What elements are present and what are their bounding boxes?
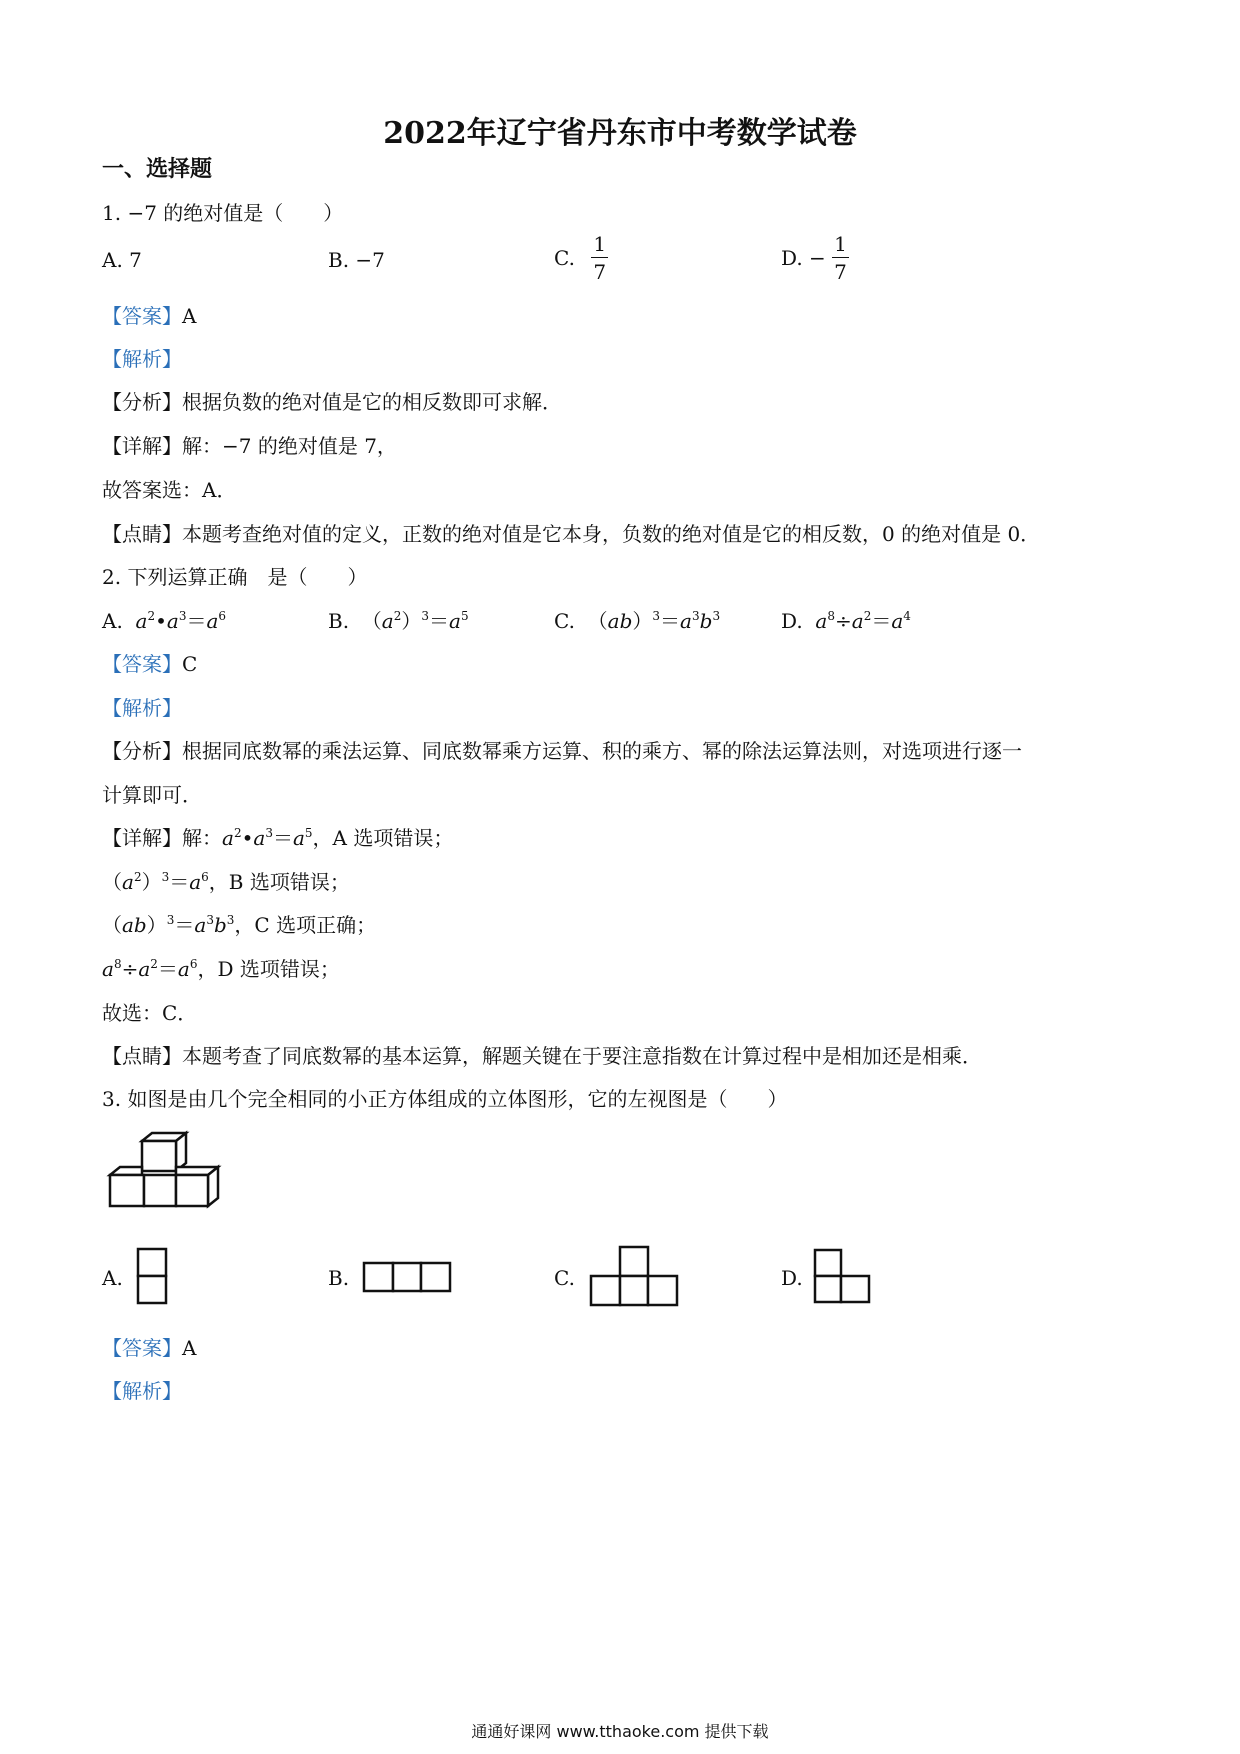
q2-analysis-tag: 【解析】 <box>102 696 182 720</box>
q2-fenxi-line2: 计算即可． <box>102 783 202 807</box>
line-tail: ，D 选项错误； <box>197 957 340 981</box>
fraction-numerator: 1 <box>834 232 847 256</box>
q1-option-d <box>781 234 849 282</box>
fraction-denominator: 7 <box>593 260 607 284</box>
xiangjie-prefix: 【详解】解： <box>102 826 222 850</box>
q1-answer <box>102 300 196 329</box>
q2-xiangjie-c: $(ab)^3=a^3b^3$，C 选项正确； <box>102 913 377 937</box>
q1-dianjing: 【点睛】本题考查绝对值的定义，正数的绝对值是它本身，负数的绝对值是它的相反数，0 的绝对值是 0． <box>102 522 1041 546</box>
q1-option-d-label: D. − <box>781 246 826 270</box>
answer-value: C <box>182 652 198 676</box>
section-heading: 一、选择题 <box>102 156 213 182</box>
q1-analysis-tag: 【解析】 <box>102 347 182 371</box>
q3-option-a-label: A. <box>102 1266 123 1290</box>
q2-answer <box>102 648 197 677</box>
q2-option-b: B. $(a^2)^3=a^5$ <box>328 609 469 633</box>
q1-option-a: A. 7 <box>102 248 142 272</box>
q3-option-d-figure <box>813 1248 871 1304</box>
q3-option-a-figure <box>136 1247 168 1305</box>
q1-option-b: B. −7 <box>328 248 385 272</box>
q1-fenxi: 【分析】根据负数的绝对值是它的相反数即可求解． <box>102 390 562 414</box>
q1-option-d-fraction <box>832 234 849 282</box>
answer-tag: 【答案】 <box>102 652 182 676</box>
q2-xiangjie-d: $a^8\div a^2=a^6$，D 选项错误； <box>102 957 340 981</box>
fraction-denominator: 7 <box>834 260 847 284</box>
q1-stem: 1. −7 的绝对值是（ ） <box>102 201 344 225</box>
q1-option-c-fraction <box>591 234 608 282</box>
footer-source: 通通好课网 www.tthaoke.com 提供下载 <box>471 1722 769 1741</box>
q2-dianjing: 【点睛】本题考查了同底数幂的基本运算，解题关键在于要注意指数在计算过程中是相加还是相乘． <box>102 1044 982 1068</box>
q1-option-c <box>554 234 608 282</box>
line-tail: ，B 选项错误； <box>208 870 350 894</box>
q3-option-c-figure <box>589 1245 679 1307</box>
answer-value: A <box>182 1336 197 1360</box>
q3-option-c-label: C. <box>554 1266 575 1290</box>
q3-analysis-tag: 【解析】 <box>102 1379 182 1403</box>
q2-option-a: A. $a^2•a^3=a^6$ <box>102 609 227 633</box>
fraction-numerator: 1 <box>593 232 607 256</box>
line-tail: ，A 选项错误； <box>312 826 454 850</box>
answer-value: A <box>182 304 197 328</box>
q1-option-c-label: C. <box>554 246 575 270</box>
q3-option-b-label: B. <box>328 1266 350 1290</box>
q2-xiangjie-b: $(a^2)^3=a^6$，B 选项错误； <box>102 870 350 894</box>
q2-fenxi-line1: 【分析】根据同底数幂的乘法运算、同底数幂乘方运算、积的乘方、幂的除法运算法则，对选项进行逐一 <box>102 739 1022 763</box>
q2-option-c: C. $(ab)^3=a^3b^3$ <box>554 609 721 633</box>
q2-stem: 2. 下列运算正确 是（ ） <box>102 565 368 589</box>
answer-tag: 【答案】 <box>102 304 182 328</box>
q2-conclusion: 故选：C． <box>102 1001 198 1025</box>
q2-option-d: D. $a^8\div a^2=a^4$ <box>781 609 911 633</box>
q1-conclusion: 故答案选：A． <box>102 478 237 502</box>
q3-answer <box>102 1332 196 1361</box>
q1-xiangjie: 【详解】解：−7 的绝对值是 7， <box>102 434 397 458</box>
q3-option-b-figure <box>362 1261 452 1293</box>
q3-option-d-label: D. <box>781 1266 803 1290</box>
answer-tag: 【答案】 <box>102 1336 182 1360</box>
q3-stem: 3. 如图是由几个完全相同的小正方体组成的立体图形，它的左视图是（ ） <box>102 1087 788 1111</box>
cube-solid-figure <box>108 1130 228 1212</box>
q2-xiangjie-a: 【详解】解：$a^2•a^3=a^5$，A 选项错误； <box>102 826 454 850</box>
line-tail: ，C 选项正确； <box>234 913 377 937</box>
page-title: 2022年辽宁省丹东市中考数学试卷 <box>383 116 857 151</box>
